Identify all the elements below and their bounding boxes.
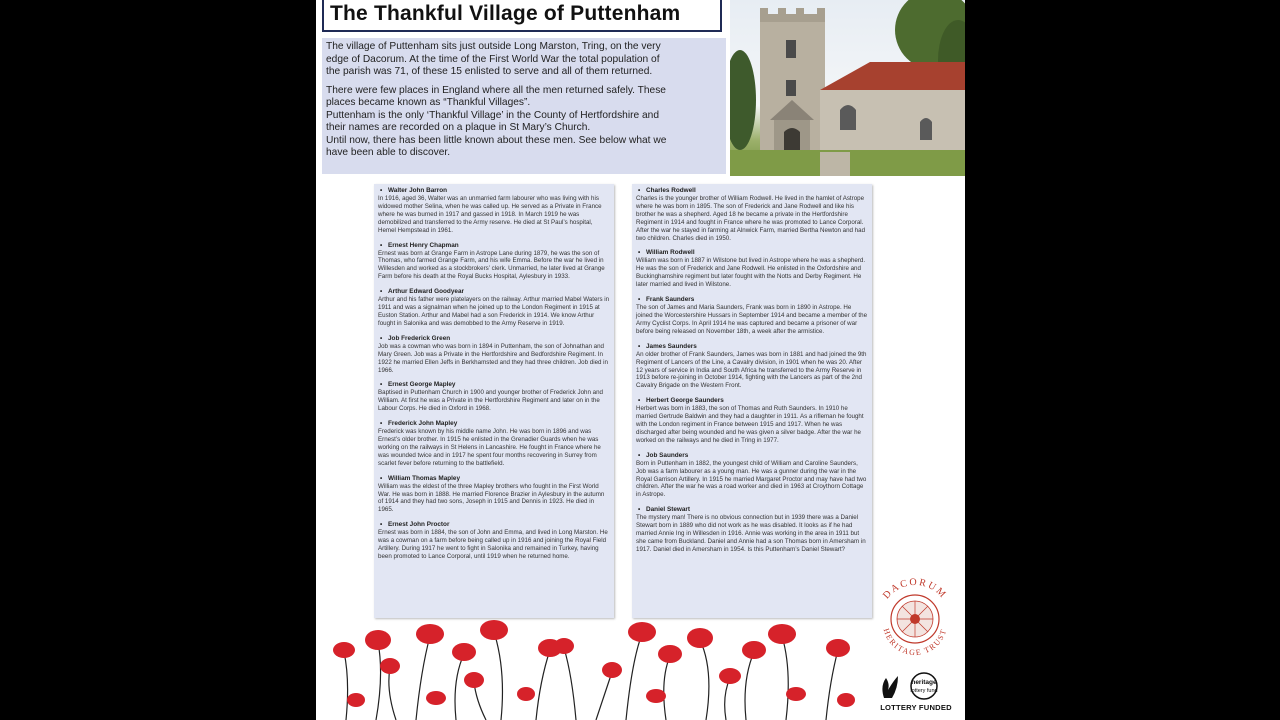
bio-entry [378,287,610,328]
bio-text: Herbert was born in 1883, the son of Thomas and Ruth Saunders. In 1910 he married Gertrude Baldwin and they had a daughter in 1911. As a rifleman he fought with the London regiment in France between 1915 and 1917. When he was discharged after being wounded and he was given a silver badge. After the war he worked on the railways and he died in Tring in 1977. [636,405,864,444]
intro-line: their names are recorded on a plaque in St Mary’s Church. [326,122,591,133]
church-illustration [730,0,965,176]
bio-text: Ernest was born at Grange Farm in Astrope Lane during 1879, he was the son of Thomas, who farmed Grange Farm, and his wife Emma. Before the war he lived in Willesden and worked as a stockbrokers’ clerk. Unmarried, he later lived at Grange Farm before his death at the Royal Bucks Hospital, Aylesbury in 1933. [378,249,605,281]
bio-name: • Ernest John Proctor [378,520,610,529]
bio-entry [378,474,610,515]
bio-text: The son of James and Maria Saunders, Frank was born in 1890 in Astrope. He joined the Worcestershire Hussars in September 1914 and became a member of the Army Cyclist Corps. In April 1914 he was captured and became a prisoner of war before being released on November 18th, a week after the armistice. [636,304,868,335]
logo-dacorum-text: DACORUM [881,576,949,602]
poppies-illustration [326,620,866,720]
bio-name: • Frederick John Mapley [378,419,610,428]
bio-name: • Herbert George Saunders [636,396,868,405]
bio-entry [636,248,868,289]
bio-entry [636,451,868,500]
bio-entry [636,186,868,242]
bio-text: William was born in 1887 in Wilstone but lived in Astrope where he was a shepherd. He was the son of Frederick and Jane Rodwell. He enlisted in the Oxfordshire and Buckinghamshire regiment but later fought with the Notts and Derby Regiment. He later married and lived in Wilstone. [636,257,866,289]
bio-text: The mystery man! There is no obvious connection but in 1939 there was a Daniel Stewart born in 1889 who did not work as he was disabled. It looks as if he had married Annie Ing in Willesden in 1916. Annie was working in the area in 1911 but she came from Buckland. Daniel and Annie had a son Thomas born in Amersham in 1917. Daniel died in Amersham in 1954. Is this Puttenham’s Daniel Stewart? [636,514,866,553]
bio-name: • Daniel Stewart [636,505,868,514]
heritage-lottery-fund-logo [876,670,956,716]
intro-line: places became known as “Thankful Villages”. [326,97,531,108]
title-box [322,0,722,32]
bios-column-right [632,184,872,618]
church-photo [730,0,965,176]
bio-text: In 1916, aged 36, Walter was an unmarried farm labourer who was living with his widowed mother Selina, when he was called up. He served as a Private in France where he was burned in 1917 and gassed in 1918. In March 1919 he was demobilized and transferred to the Army reserve. He died at St Paul’s hospital, Hemel Hempstead in 1961. [378,195,602,234]
bio-text: Frederick was known by his middle name John. He was born in 1896 and was Ernest’s older brother. In 1915 he enlisted in the Grenadier Guards when he was working on the railways in St Helens in Lancashire. He fought in France where he was wounded twice and in 1917 he spent four months recovering in Surrey from scarlet fever before returning to the battlefield. [378,428,601,467]
intro-line: have been able to discover. [326,147,451,158]
logo-heritage-trust-text: HERITAGE TRUST [881,627,949,658]
bio-entry [636,505,868,554]
bio-text: Born in Puttenham in 1882, the youngest child of William and Caroline Saunders, Job was a farm labourer as a young man. He was a gunner during the war in the Royal Garrison Artillery. In 1915 he married Margaret Proctor and may have had two children. After the war he was a road worker and died in 1963 at Croythorn Cottage in Astrope. [636,459,867,499]
bios-column-left [374,184,614,618]
bio-name: • William Thomas Mapley [378,474,610,483]
lottery-crossed-fingers-icon [876,670,956,704]
page-title: The Thankful Village of Puttenham [330,2,681,25]
bio-text: Job was a cowman who was born in 1894 in Puttenham, the son of Johnathan and Mary Green. Job was a Private in the Hertfordshire and Bedfordshire Regiment. In 1922 he married Ellen Jeffs in Berkhamsted and they had three children. Job died in 1966. [378,342,608,374]
bio-name: • Frank Saunders [636,295,868,304]
intro-line: There were few places in England where all the men returned safely. These [326,84,666,96]
bio-name: • Job Saunders [636,451,868,460]
bio-name: • William Rodwell [636,248,868,257]
bio-text: William was the eldest of the three Mapley brothers who fought in the First World War. He was born in 1888. He married Florence Brazier in Aylesbury in the autumn of 1914 and they had two sons, Joseph in 1915 and Dennis in 1923. He died in 1965. [378,482,605,514]
bio-entry [378,380,610,413]
bio-text: An older brother of Frank Saunders, James was born in 1881 and had joined the 9th Regiment of Lancers of the Line, a Cavalry division, in 1901 when he was 20. After 12 years of service in India and South Africa he transferred to the Army Reserve in 1913 before re-joining in October 1914, fighting with the Lancers as part of the 2nd Cavalry Brigade on the Western Front. [636,350,867,390]
bio-name: • Ernest George Mapley [378,380,610,389]
bio-text: Baptised in Puttenham Church in 1900 and younger brother of Frederick John and William. At first he was a Private in the Hertfordshire Regiment and later on in the Labour Corps. He died in Oxford in 1968. [378,389,603,413]
bio-entry [378,186,610,235]
bio-name: • Walter John Barron [378,186,610,195]
bio-name: • Arthur Edward Goodyear [378,287,610,296]
bio-entry [378,419,610,468]
bio-entry [636,295,868,336]
intro-line: the parish was 71, of these 15 enlisted to serve and all of them returned. [326,66,653,77]
bio-entry [378,241,610,282]
bio-name: • Ernest Henry Chapman [378,241,610,250]
bio-text: Ernest was born in 1884, the son of John and Emma, and lived in Long Marston. He was a cowman on a farm before being called up in 1916 and joining the Royal Field Artillery. During 1917 he went to fight in Salonika and remained in Turkey, having been promoted to Lance Corporal, until 1919 when he returned home. [378,529,608,560]
bio-entry [636,396,868,445]
poster [316,0,965,720]
intro-line: Puttenham is the only ‘Thankful Village’ in the County of Hertfordshire and [326,109,659,121]
bio-name: • Job Frederick Green [378,334,610,343]
intro-panel [322,38,726,174]
hlf-line1: heritage [911,679,937,686]
bio-name: • James Saunders [636,342,868,351]
intro-paragraph-1 [326,41,722,79]
hlf-line2: lottery fund [910,688,938,694]
bio-name: • Charles Rodwell [636,186,868,195]
intro-line: Until now, there has been little known about these men. See below what we [326,134,667,146]
dacorum-heritage-trust-logo [872,576,958,662]
intro-line: The village of Puttenham sits just outside Long Marston, Tring, on the very [326,41,661,52]
intro-paragraph-2 [326,85,722,160]
svg-text:DACORUM [881,577,949,601]
bio-text: Charles is the younger brother of William Rodwell. He lived in the hamlet of Astrope where he was born in 1895. The son of Frederick and Jane Rodwell and like his brother he was a shepherd. Aged 18 he became a private in the Hertfordshire Regiment in 1914 and fought in France where he was promoted to Lance Corporal. After the war he stayed in farming at Alnwick Farm, married Bertha Newton and had two children. Charles died in 1950. [636,195,866,242]
lottery-funded-label: LOTTERY FUNDED [880,703,952,712]
bio-entry [636,342,868,391]
intro-line: edge of Dacorum. At the time of the First World War the total population of [326,53,660,65]
bio-entry [378,520,610,561]
bio-text: Arthur and his father were platelayers on the railway. Arthur married Mabel Waters in 1911 and was a signalman when he joined up to the London Regiment in 1915 at Euston Station. Arthur and Mabel had a son Frederick in 1914. We know Arthur fought in Salonika and was demobbed to the Army Reserve in 1919. [378,296,610,327]
bio-entry [378,334,610,375]
